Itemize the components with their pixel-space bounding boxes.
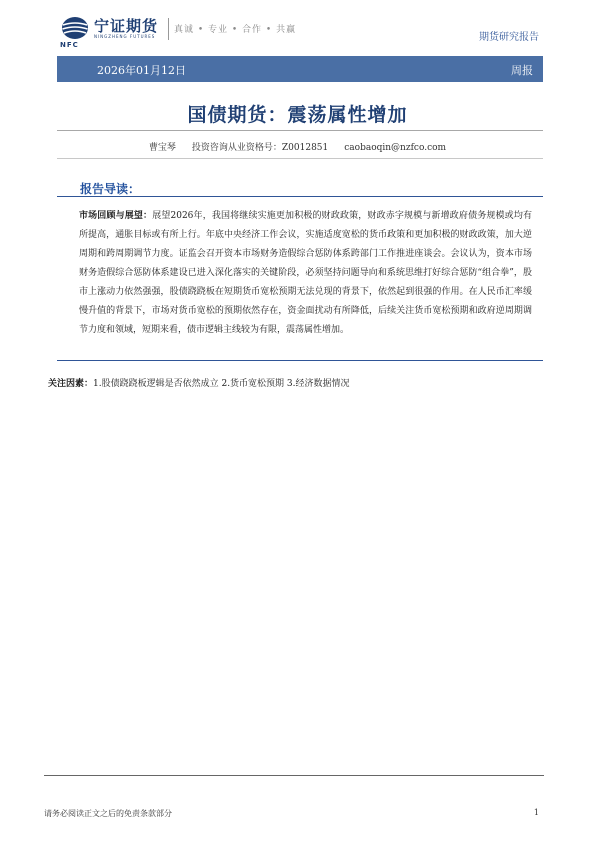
logo-english-name: NINGZHENG FUTURES (94, 34, 156, 39)
focus-label: 关注因素： (48, 379, 94, 389)
author-line (0, 140, 595, 153)
author-divider (57, 158, 543, 159)
footer-disclaimer: 请务必阅读正文之后的免责条款部分 (44, 809, 172, 818)
author-name: 曹宝琴 (148, 143, 176, 153)
guide-lead: 市场回顾与展望： (79, 211, 153, 221)
report-date: 2026年01月12日 (97, 64, 186, 77)
guide-heading: 报告导读： (80, 182, 141, 196)
page-header (0, 0, 595, 55)
guide-text: 展望2026年，我国将继续实施更加积极的财政政策，财政赤字规模与新增政府债务规模或均有所提高，通胀目标或有所上行。年底中央经济工作会议，实施适度宽松的货币政策和更加积极的财政政策，加大逆周期和跨周期调节力度。证监会召开资本市场财务造假综合惩防体系跨部门工作推进座谈会。会议认为，资本市场财务造假综合惩防体系建设已进入深化落实的关键阶段，必须坚持问题导向和系统思维打好综合惩防“组合拳”，股市上涨动力依然强强，股债跷跷板在短期货币宽松预期无法兑现的背景下，依然起到很强的作用。在人民币汇率缓慢升值的背景下，市场对货币宽松的预期依然存在，资金面扰动有所降低，后续关注货币宽松预期和政府逆周期调节力度和领域，短期来看，债市逻辑主线较为有限，震荡属性增加。 (79, 211, 532, 335)
header-divider (168, 18, 169, 40)
logo-name: 宁证期货 (94, 17, 159, 35)
author-email: caobaoqin@nzfco.com (344, 143, 447, 153)
author-qualification: 投资咨询从业资格号：Z0012851 (191, 143, 329, 153)
guide-box (57, 196, 543, 361)
report-category: 期货研究报告 (479, 32, 539, 43)
company-slogan: 真诚 • 专业 • 合作 • 共赢 (174, 25, 297, 35)
report-title: 国债期货：震荡属性增加 (187, 104, 408, 126)
focus-items: 1.股债跷跷板逻辑是否依然成立 2.货币宽松预期 3.经济数据情况 (93, 379, 350, 389)
date-banner (57, 56, 543, 82)
guide-paragraph (79, 207, 532, 340)
logo-nfc: NFC (60, 41, 79, 49)
footer-divider (44, 775, 544, 776)
title-divider (57, 130, 543, 131)
company-logo (60, 14, 165, 48)
page-number: 1 (533, 808, 539, 817)
globe-logo-icon (60, 16, 90, 40)
report-type: 周报 (511, 64, 533, 77)
focus-factors (48, 376, 350, 389)
